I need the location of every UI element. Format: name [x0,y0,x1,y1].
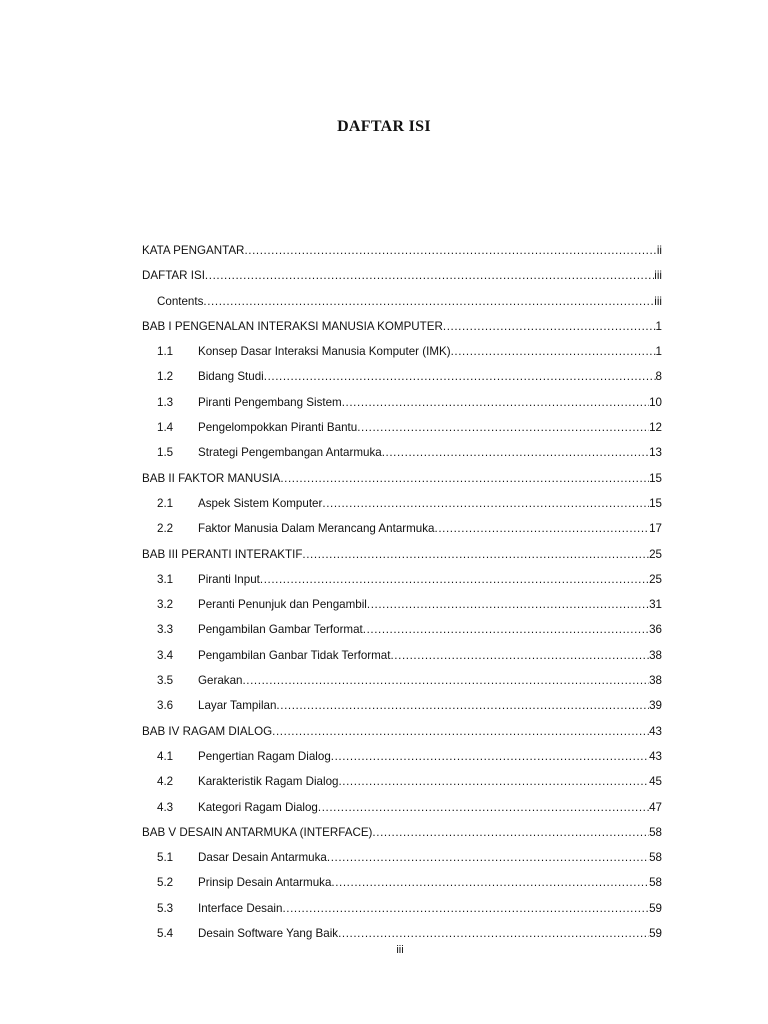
toc-entry-page: 1 [655,319,662,333]
toc-entry-title: Gerakan [198,674,243,688]
toc-entry-title: Konsep Dasar Interaksi Manusia Komputer (IMK) [198,345,451,359]
toc-entry [142,592,662,617]
toc-entry-number: 4.1 [157,749,174,763]
toc-dot-leader [451,339,656,364]
toc-dot-leader [242,668,649,693]
toc-dot-leader [367,592,649,617]
toc-dot-leader [363,617,649,642]
toc-entry-number: 1.4 [157,421,174,435]
toc-entry-page: 58 [649,876,662,890]
toc-entry [142,364,662,389]
toc-entry-page: 47 [649,800,662,814]
toc-dot-leader [435,516,650,541]
toc-entry [142,263,662,288]
toc-entry-title: BAB III PERANTI INTERAKTIF [142,547,303,561]
toc-dot-leader [260,567,649,592]
toc-entry [142,617,662,642]
toc-dot-leader [372,820,649,845]
toc-dot-leader [382,440,649,465]
toc-dot-leader [357,415,649,440]
toc-entry-number: 5.3 [157,901,174,915]
toc-dot-leader [443,314,656,339]
toc-entry-title: Piranti Pengembang Sistem [198,395,342,409]
toc-entry-page: 17 [649,522,662,536]
toc-entry-page: 13 [649,446,662,460]
toc-dot-leader [302,542,649,567]
toc-entry [142,238,662,263]
toc-entry [142,390,662,415]
toc-entry-page: 43 [649,749,662,763]
toc-entry [142,845,662,870]
toc-entry [142,719,662,744]
toc-entry-title: KATA PENGANTAR [142,244,245,257]
toc-entry [142,314,662,339]
toc-entry-number: 2.1 [157,496,174,510]
toc-dot-leader [331,870,649,895]
toc-entry [142,744,662,769]
toc-entry-title: DAFTAR ISI [142,269,205,283]
toc-entry-page: 12 [649,421,662,435]
toc-entry-title: Desain Software Yang Baik [198,927,339,941]
toc-entry-number: 4.3 [157,800,174,814]
toc-entry-page: 8 [655,370,662,384]
toc-entry-number: 3.3 [157,623,174,637]
toc-dot-leader [282,896,649,921]
toc-entry-title: Contents [157,294,204,308]
toc-entry-title: Karakteristik Ragam Dialog [198,775,339,789]
toc-dot-leader [272,719,649,744]
toc-entry [142,415,662,440]
toc-entry [142,820,662,845]
toc-entry [142,542,662,567]
toc-entry-page: 15 [649,471,662,485]
toc-entry-page: 39 [649,699,662,713]
toc-entry-title: BAB IV RAGAM DIALOG [142,724,273,738]
toc-dot-leader [331,744,649,769]
toc-entry-page: 45 [649,775,662,789]
toc-dot-leader [244,238,656,263]
toc-dot-leader [327,845,649,870]
toc-entry [142,466,662,491]
toc-dot-leader [318,795,649,820]
toc-entry-page: 59 [649,927,662,941]
toc-dot-leader [338,921,649,946]
toc-dot-leader [390,643,649,668]
toc-entry-page: ii [656,244,662,257]
toc-entry-title: Piranti Input [198,572,260,586]
toc-dot-leader [276,693,649,718]
toc-entry-page: 31 [649,598,662,612]
toc-entry-title: BAB V DESAIN ANTARMUKA (INTERFACE) [142,825,373,839]
toc-dot-leader [280,466,649,491]
toc-entry-title: Peranti Penunjuk dan Pengambil [198,598,367,612]
toc-entry-number: 5.2 [157,876,174,890]
toc-entry-page: 15 [649,496,662,510]
toc-entry-title: BAB II FAKTOR MANUSIA [142,471,281,485]
toc-entry-page: 58 [649,851,662,865]
toc-entry-page: 25 [649,547,662,561]
toc-dot-leader [203,289,654,314]
toc-dot-leader [322,491,649,516]
page-title: DAFTAR ISI [337,118,431,135]
toc-entry-page: 38 [649,648,662,662]
toc-entry-page: 36 [649,623,662,637]
toc-entry [142,516,662,541]
toc-entry-page: 25 [649,572,662,586]
toc-entry-page: 58 [649,825,662,839]
toc-entry-title: Strategi Pengembangan Antarmuka [198,446,382,460]
toc-entry-title: Prinsip Desain Antarmuka [198,876,332,890]
toc-entry-page: 43 [649,724,662,738]
toc-entry-title: Faktor Manusia Dalam Merancang Antarmuka [198,522,435,536]
toc-entry [142,491,662,516]
toc-entry-number: 3.6 [157,699,174,713]
toc-entry-page: 10 [649,395,662,409]
toc-entry-number: 1.2 [157,370,174,384]
toc-entry-title: Layar Tampilan [198,699,277,713]
toc-entry [142,921,662,946]
toc-entry-number: 1.5 [157,446,174,460]
toc-entry [142,567,662,592]
toc-dot-leader [338,769,649,794]
toc-entry-title: Pengambilan Gambar Terformat [198,623,363,637]
toc-entry [142,870,662,895]
toc-entry [142,795,662,820]
toc-entry [142,769,662,794]
toc-dot-leader [264,364,656,389]
toc-entry [142,643,662,668]
toc-entry-number: 2.2 [157,522,174,536]
toc-entry-page: 59 [649,901,662,915]
toc-entry-number: 5.4 [157,927,174,941]
toc-entry-title: Kategori Ragam Dialog [198,800,318,814]
toc-dot-leader [205,263,654,288]
toc-entry-title: Pengelompokkan Piranti Bantu [198,421,358,435]
toc-entry-title: Dasar Desain Antarmuka [198,851,327,865]
toc-entry-page: 1 [655,345,662,359]
toc-entry [142,896,662,921]
toc-entry-number: 3.1 [157,572,174,586]
toc-entry [142,440,662,465]
toc-entry [142,668,662,693]
toc-dot-leader [342,390,649,415]
toc-entry [142,693,662,718]
toc-entry-title: Pengertian Ragam Dialog [198,749,331,763]
toc-entry [142,289,662,314]
toc-entry [142,339,662,364]
toc-entry-title: BAB I PENGENALAN INTERAKSI MANUSIA KOMPUTER [142,319,443,333]
toc-entry-title: Bidang Studi [198,370,264,384]
toc-entry-number: 1.1 [157,345,174,359]
toc-entry-title: Pengambilan Ganbar Tidak Terformat [198,648,391,662]
toc-entry-number: 5.1 [157,851,174,865]
toc-entry-title: Aspek Sistem Komputer [198,496,323,510]
toc-entry-number: 3.5 [157,674,174,688]
toc-entry-number: 4.2 [157,775,174,789]
toc-entry-number: 3.4 [157,648,174,662]
toc-entry-page: 38 [649,674,662,688]
page-footer-number: iii [396,944,404,956]
table-of-contents [142,238,662,946]
toc-entry-title: Interface Desain [198,901,283,915]
toc-entry-number: 3.2 [157,598,174,612]
toc-entry-number: 1.3 [157,395,174,409]
toc-entry-page: iii [654,294,662,308]
toc-entry-page: iii [654,269,662,283]
